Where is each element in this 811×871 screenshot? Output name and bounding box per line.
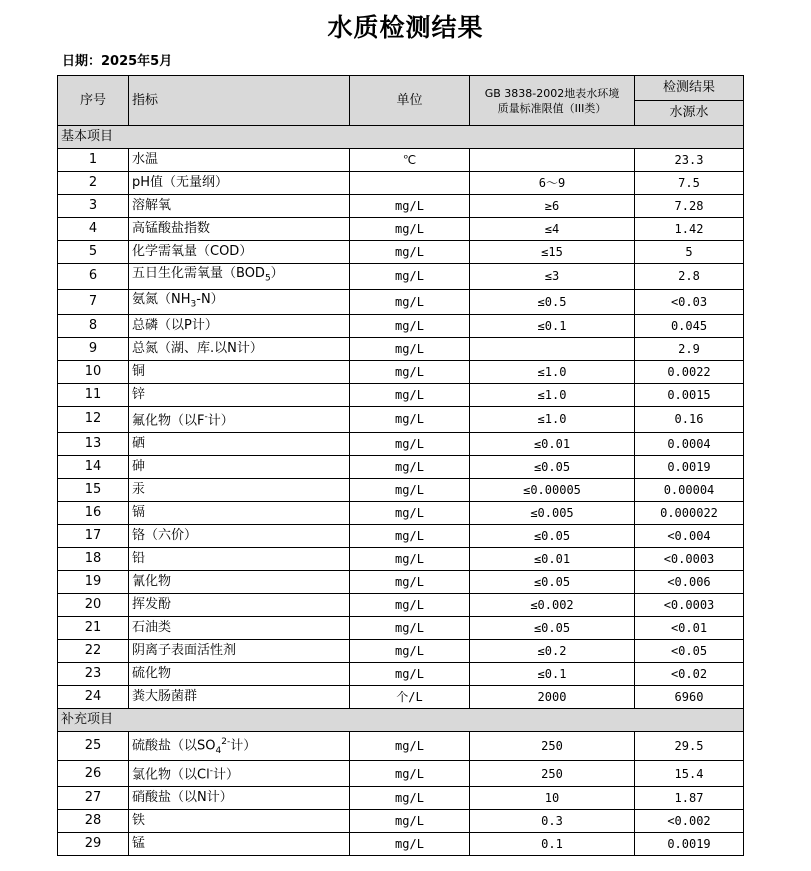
row-limit: ≤0.01 [470,432,635,455]
row-unit: mg/L [350,195,470,218]
row-seq: 14 [58,455,129,478]
header-standard-line1: GB 3838-2002地表水环境 [484,86,620,100]
indicator-text: 硫酸盐（以SO [132,737,216,753]
row-indicator [129,264,350,290]
row-indicator [129,289,350,315]
row-unit: mg/L [350,432,470,455]
row-unit: mg/L [350,547,470,570]
indicator-subscript: 4 [215,745,222,756]
row-result: 0.0019 [635,455,744,478]
row-limit: 6～9 [470,172,635,195]
row-limit: ≤0.05 [470,455,635,478]
row-limit: ≤1.0 [470,384,635,407]
row-seq: 6 [58,264,129,290]
table-row [58,616,744,639]
row-result: <0.02 [635,662,744,685]
row-indicator [129,478,350,501]
header-indicator: 指标 [129,76,350,126]
row-result: <0.004 [635,524,744,547]
row-unit: 个/L [350,685,470,708]
row-seq: 26 [58,761,129,786]
row-indicator [129,241,350,264]
row-indicator [129,218,350,241]
row-seq: 7 [58,289,129,315]
table-row [58,195,744,218]
table-row [58,593,744,616]
table-row [58,809,744,832]
row-seq: 5 [58,241,129,264]
indicator-text: 阴离子表面活性剂 [132,642,237,658]
row-seq: 28 [58,809,129,832]
indicator-text-tail: 计） [212,767,239,783]
row-indicator [129,616,350,639]
indicator-text: 汞 [132,481,146,497]
row-seq: 17 [58,524,129,547]
row-seq: 10 [58,361,129,384]
row-seq: 2 [58,172,129,195]
row-result: 5 [635,241,744,264]
row-limit: 10 [470,786,635,809]
row-seq: 21 [58,616,129,639]
row-limit: ≤0.1 [470,315,635,338]
row-indicator [129,455,350,478]
row-result: <0.002 [635,809,744,832]
row-limit: ≤0.05 [470,616,635,639]
row-seq: 8 [58,315,129,338]
row-unit: mg/L [350,289,470,315]
row-seq: 23 [58,662,129,685]
section-label-extra: 补充项目 [58,708,744,731]
row-unit: ℃ [350,149,470,172]
table-row [58,547,744,570]
header-standard-line2: 质量标准限值（III类） [497,101,607,115]
row-indicator [129,786,350,809]
table-row [58,172,744,195]
row-result: 2.8 [635,264,744,290]
indicator-text: 石油类 [132,619,172,635]
table-row [58,455,744,478]
row-limit: ≤3 [470,264,635,290]
row-seq: 4 [58,218,129,241]
row-limit: ≤0.2 [470,639,635,662]
section-row-basic [58,126,744,149]
indicator-text: 五日生化需氧量（BOD [132,266,265,281]
table-row [58,407,744,432]
row-indicator [129,195,350,218]
row-limit: 250 [470,731,635,761]
row-seq: 12 [58,407,129,432]
indicator-superscript: - [209,766,213,777]
row-indicator [129,639,350,662]
row-seq: 20 [58,593,129,616]
row-limit: ≤0.002 [470,593,635,616]
row-limit: ≤0.05 [470,524,635,547]
report-date: 日期：2025年5月 [62,54,173,69]
row-seq: 16 [58,501,129,524]
row-seq: 22 [58,639,129,662]
row-indicator [129,338,350,361]
indicator-text: pH值（无量纲） [132,175,229,190]
section-label-basic: 基本项目 [58,126,744,149]
indicator-text: 粪大肠菌群 [132,688,198,704]
row-indicator [129,432,350,455]
indicator-text-tail: 计） [230,737,257,753]
row-unit: mg/L [350,832,470,855]
row-unit: mg/L [350,731,470,761]
row-indicator [129,149,350,172]
table-row [58,478,744,501]
indicator-text: 铬（六价） [132,527,198,543]
indicator-subscript: 5 [264,273,271,284]
indicator-text: 镉 [132,504,146,520]
row-result: 0.0015 [635,384,744,407]
row-indicator [129,685,350,708]
row-result: 2.9 [635,338,744,361]
indicator-text-tail: -N） [196,291,224,307]
row-result: 23.3 [635,149,744,172]
row-result: 0.045 [635,315,744,338]
row-unit: mg/L [350,407,470,432]
row-result: 0.0022 [635,361,744,384]
indicator-text: 硒 [132,435,146,451]
indicator-text: 高锰酸盐指数 [132,221,211,236]
table-row [58,241,744,264]
row-seq: 18 [58,547,129,570]
row-unit [350,172,470,195]
row-result: 0.0019 [635,832,744,855]
row-unit: mg/L [350,570,470,593]
row-indicator [129,547,350,570]
row-limit: ≤15 [470,241,635,264]
indicator-text: 硫化物 [132,665,172,681]
indicator-superscript: - [204,412,208,423]
row-result: 0.000022 [635,501,744,524]
table-row [58,731,744,761]
row-seq: 25 [58,731,129,761]
row-seq: 27 [58,786,129,809]
row-limit: ≤0.5 [470,289,635,315]
indicator-text: 锰 [132,835,146,851]
row-seq: 9 [58,338,129,361]
page-title: 水质检测结果 [327,13,484,42]
row-limit: 0.3 [470,809,635,832]
row-limit: ≤0.01 [470,547,635,570]
indicator-text: 铜 [132,364,146,380]
indicator-text: 总磷（以P计） [132,318,218,334]
indicator-text: 氟化物（以F [132,413,205,429]
table-row [58,761,744,786]
table-row [58,384,744,407]
row-indicator [129,570,350,593]
row-unit: mg/L [350,315,470,338]
indicator-text: 总氮（湖、库.以N计） [132,341,263,357]
row-indicator [129,501,350,524]
row-indicator [129,524,350,547]
row-indicator [129,384,350,407]
row-result: <0.0003 [635,547,744,570]
table-row [58,264,744,290]
row-limit: ≤0.05 [470,570,635,593]
row-result: <0.03 [635,289,744,315]
table-row [58,149,744,172]
indicator-text: 挥发酚 [132,596,172,612]
row-indicator [129,662,350,685]
row-indicator [129,832,350,855]
indicator-superscript: 2- [221,736,231,747]
row-limit [470,149,635,172]
row-result: 0.00004 [635,478,744,501]
row-indicator [129,407,350,432]
row-limit: 0.1 [470,832,635,855]
table-row [58,832,744,855]
row-result: 1.42 [635,218,744,241]
row-unit: mg/L [350,761,470,786]
row-seq: 19 [58,570,129,593]
row-unit: mg/L [350,524,470,547]
indicator-text: 水温 [132,152,159,167]
indicator-text: 硝酸盐（以N计） [132,789,233,805]
indicator-text: 铅 [132,550,146,566]
table-row [58,501,744,524]
indicator-text: 溶解氧 [132,198,172,213]
table-row [58,662,744,685]
table-row [58,685,744,708]
row-limit: ≤1.0 [470,361,635,384]
table-body [58,126,744,856]
table-row [58,338,744,361]
row-seq: 1 [58,149,129,172]
row-limit: ≤0.1 [470,662,635,685]
table-row [58,361,744,384]
row-limit: ≤4 [470,218,635,241]
row-limit: 2000 [470,685,635,708]
section-row-extra [58,708,744,731]
row-unit: mg/L [350,616,470,639]
indicator-text: 氨氮（NH [132,291,191,307]
row-result: <0.0003 [635,593,744,616]
row-unit: mg/L [350,455,470,478]
row-unit: mg/L [350,264,470,290]
row-limit: 250 [470,761,635,786]
row-seq: 11 [58,384,129,407]
table-row [58,570,744,593]
row-unit: mg/L [350,501,470,524]
indicator-text-tail: ） [270,266,284,281]
row-indicator [129,809,350,832]
row-unit: mg/L [350,639,470,662]
row-result: 7.28 [635,195,744,218]
table-row [58,218,744,241]
row-limit: ≥6 [470,195,635,218]
row-indicator [129,172,350,195]
row-unit: mg/L [350,384,470,407]
row-seq: 29 [58,832,129,855]
header-standard [470,76,635,126]
row-result: <0.05 [635,639,744,662]
row-seq: 13 [58,432,129,455]
row-limit: ≤0.00005 [470,478,635,501]
indicator-text: 氰化物 [132,573,172,589]
row-limit: ≤0.005 [470,501,635,524]
row-indicator [129,731,350,761]
row-indicator [129,761,350,786]
row-result: <0.006 [635,570,744,593]
row-unit: mg/L [350,338,470,361]
indicator-text: 铁 [132,812,146,828]
row-seq: 3 [58,195,129,218]
row-unit: mg/L [350,218,470,241]
row-result: <0.01 [635,616,744,639]
row-result: 15.4 [635,761,744,786]
row-limit [470,338,635,361]
indicator-subscript: 3 [190,299,197,310]
row-result: 0.0004 [635,432,744,455]
indicator-text: 氯化物（以Cl [132,767,210,783]
row-result: 29.5 [635,731,744,761]
row-seq: 15 [58,478,129,501]
table-row [58,289,744,315]
indicator-text: 化学需氧量（COD） [132,244,253,259]
row-unit: mg/L [350,241,470,264]
table-row [58,786,744,809]
indicator-text: 锌 [132,387,146,403]
indicator-text: 砷 [132,458,146,474]
row-indicator [129,593,350,616]
row-seq: 24 [58,685,129,708]
row-result: 7.5 [635,172,744,195]
indicator-text-tail: 计） [207,413,234,429]
row-unit: mg/L [350,478,470,501]
row-result: 6960 [635,685,744,708]
row-indicator [129,315,350,338]
row-unit: mg/L [350,662,470,685]
header-unit: 单位 [350,76,470,126]
row-unit: mg/L [350,786,470,809]
row-unit: mg/L [350,361,470,384]
row-result: 0.16 [635,407,744,432]
header-seq: 序号 [58,76,129,126]
table-row [58,524,744,547]
row-unit: mg/L [350,593,470,616]
row-unit: mg/L [350,809,470,832]
table-row [58,639,744,662]
table-row [58,432,744,455]
row-result: 1.87 [635,786,744,809]
row-limit: ≤1.0 [470,407,635,432]
header-result: 检测结果 [635,76,744,101]
header-result-source: 水源水 [635,101,744,126]
results-table [57,75,744,856]
table-row [58,315,744,338]
row-indicator [129,361,350,384]
